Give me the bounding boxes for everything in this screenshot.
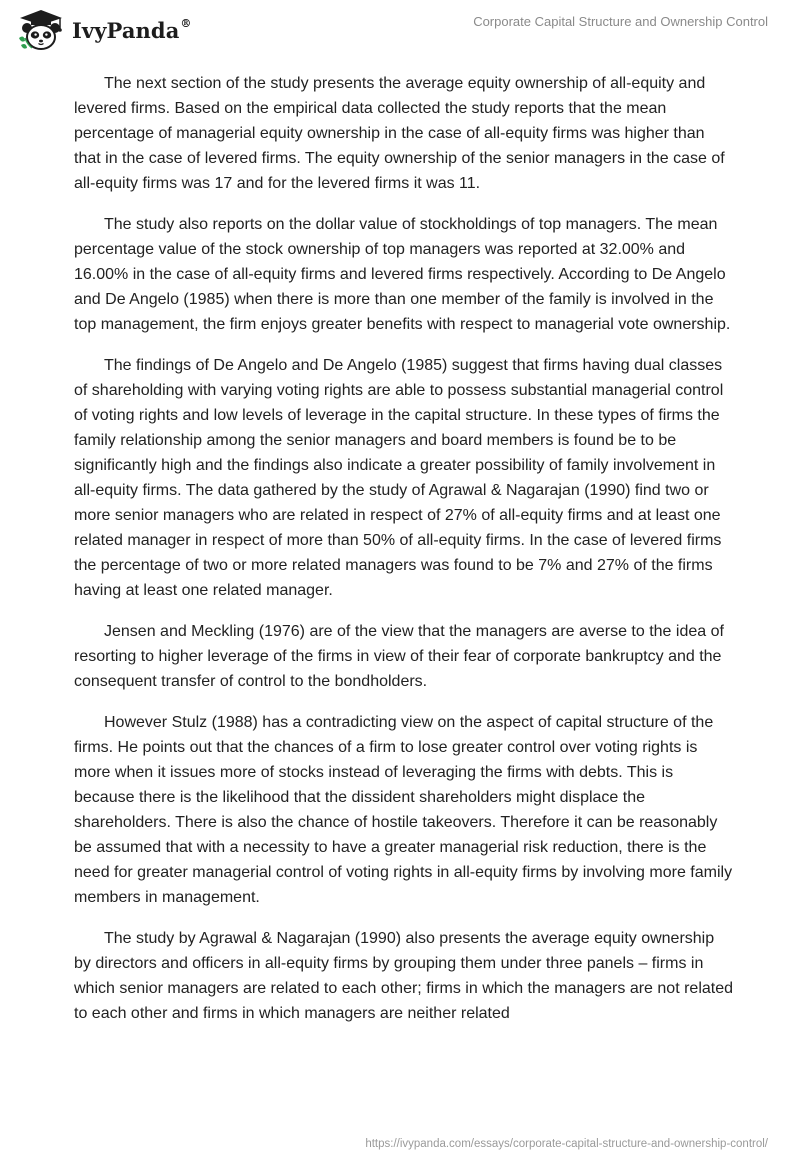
paragraph: The study also reports on the dollar value of stockholdings of top managers. The mean percentage value of the stock ownership of top managers was reported at 32.00% and 16.00% in the case of all-equity firms and levered firms respectively. According to De Angelo and De Angelo (1985) when there is more than one member of the family is involved in the top management, the firm enjoys greater benefits with respect to managerial vote ownership. bbox=[74, 216, 731, 333]
source-url[interactable]: https://ivypanda.com/essays/corporate-capital-structure-and-ownership-control/ bbox=[365, 1138, 768, 1150]
brand-name: IvyPanda® bbox=[72, 16, 192, 43]
paragraph: The next section of the study presents the average equity ownership of all-equity and levered firms. Based on the empirical data collected the study reports that the mean percentage of managerial equity ownership in the case of all-equity firms was higher than that in the case of levered firms. The equity ownership of the senior managers in the case of all-equity firms was 17 and for the levered firms it was 11. bbox=[74, 75, 725, 192]
paragraph: The findings of De Angelo and De Angelo (1985) suggest that firms having dual classes of shareholding with varying voting rights are able to possess substantial managerial control of voting rights and low levels of leverage in the capital structure. In these types of firms the family relationship among the senior managers and board members is found be to be significantly high and the findings also indicate a greater possibility of family involvement in all-equity firms. The data gathered by the study of Agrawal & Nagarajan (1990) find two or more senior managers who are related in respect of 27% of all-equity firms and at least one related manager in respect of more than 50% of all-equity firms. In the case of levered firms the percentage of two or more related managers was found to be 7% and 27% of the firms having at least one related manager. bbox=[74, 357, 724, 599]
paragraph: However Stulz (1988) has a contradicting view on the aspect of capital structure of the firms. He points out that the chances of a firm to lose greater control over voting rights is more when it issues more of stocks instead of leveraging the firms with debts. This is because there is the likelihood that the dissident shareholders might displace the shareholders. There is also the chance of hostile takeovers. Therefore it can be reasonably be assumed that with a necessity to have a greater managerial risk reduction, there is the need for greater managerial control of voting rights in all-equity firms by involving more family members in management. bbox=[74, 714, 733, 906]
panda-graduate-icon bbox=[16, 8, 66, 52]
paragraph: Jensen and Meckling (1976) are of the view that the managers are averse to the idea of resorting to higher leverage of the firms in view of their fear of corporate bankruptcy and the consequent transfer of control to the bondholders. bbox=[74, 623, 724, 690]
document-title: Corporate Capital Structure and Ownership Control bbox=[473, 14, 768, 29]
page-header bbox=[0, 0, 800, 60]
ivypanda-logo[interactable] bbox=[16, 8, 192, 52]
essay-body bbox=[74, 71, 734, 1042]
paragraph: The study by Agrawal & Nagarajan (1990) also presents the average equity ownership by directors and officers in all-equity firms by grouping them under three panels – firms in which senior managers are related to each other; firms in which the managers are not related to each other and firms in which managers are neither related bbox=[74, 930, 734, 1022]
